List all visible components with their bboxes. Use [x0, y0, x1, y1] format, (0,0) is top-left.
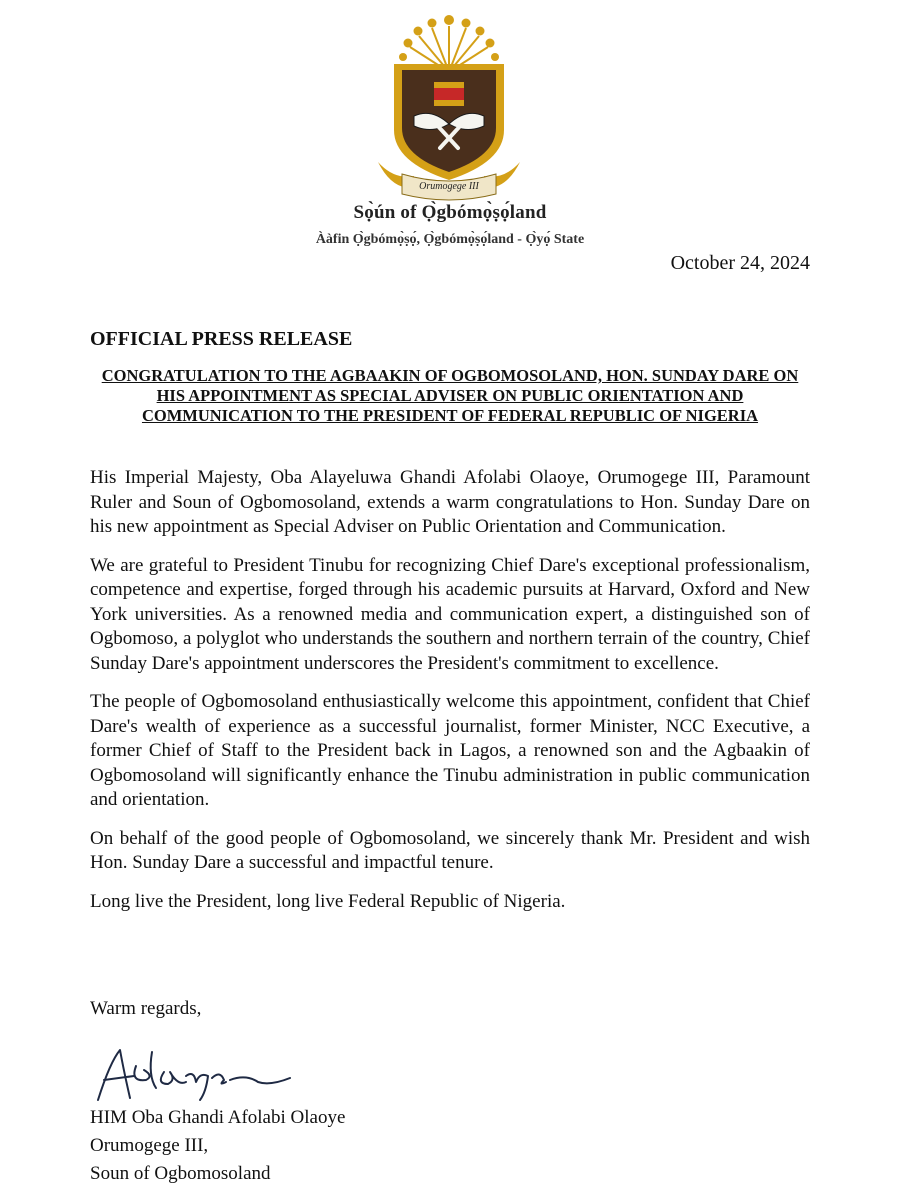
signer-block	[90, 1104, 345, 1188]
body-paragraph: We are grateful to President Tinubu for recognizing Chief Dare's exceptional professionalism, competence and expertise, forged through his academic pursuits at Harvard, Oxford and New York universities. As a renowned media and communication expert, a distinguished son of Ogbomoso, a polyglot who understands the southern and northern terrain of the country, Chief Sunday Dare's appointment underscores the President's commitment to excellence.	[90, 554, 810, 674]
press-release-heading: OFFICIAL PRESS RELEASE	[90, 328, 353, 350]
body-paragraph: On behalf of the good people of Ogbomosoland, we sincerely thank Mr. President and wish Hon. Sunday Dare a successful and impactful tenure.	[90, 827, 810, 873]
letter-date: October 24, 2024	[670, 252, 810, 274]
body-paragraph: The people of Ogbomosoland enthusiastically welcome this appointment, confident that Chief Dare's wealth of experience as a successful journalist, former Minister, NCC Executive, a former Chief of Staff to the President back in Lagos, a renowned son and the Agbaakin of Ogbomosoland will significantly enhance the Tinubu administration in public communication and orientation.	[90, 691, 810, 810]
subject-line: CONGRATULATION TO THE AGBAAKIN OF OGBOMOSOLAND, HON. SUNDAY DARE ON HIS APPOINTMENT AS SPECIAL ADVISER ON PUBLIC ORIENTATION AND COMMUNICATION TO THE PRESIDENT OF FEDERAL REPUBLIC OF NIGERIA	[101, 366, 799, 425]
organization-name: Sọ̀ún of Ọ̀gbómọ̀ṣọ́land	[353, 202, 547, 223]
signer-office: Soun of Ogbomosoland	[90, 1163, 271, 1184]
handwritten-signature	[90, 1042, 310, 1108]
closing-salutation: Warm regards,	[90, 998, 202, 1019]
body-paragraph: Long live the President, long live Federal Republic of Nigeria.	[90, 890, 566, 912]
letterhead	[0, 0, 900, 260]
signer-title: Orumogege III,	[90, 1135, 209, 1156]
royal-crest-emblem	[374, 12, 524, 202]
letter-body	[90, 466, 810, 928]
body-paragraph: His Imperial Majesty, Oba Alayeluwa Ghandi Afolabi Olaoye, Orumogege III, Paramount Ruler and Soun of Ogbomosoland, extends a warm congratulations to Hon. Sunday Dare on his new appointment as Special Adviser on Public Orientation and Communication.	[90, 467, 810, 537]
crest-ribbon-label: Orumogege III	[419, 181, 479, 192]
organization-address: Ààfin Ọ̀gbómọ̀ṣọ́, Ọ̀gbómọ̀ṣọ́land - Ọ̀yọ́ State	[315, 232, 585, 247]
signer-name: HIM Oba Ghandi Afolabi Olaoye	[90, 1107, 346, 1128]
